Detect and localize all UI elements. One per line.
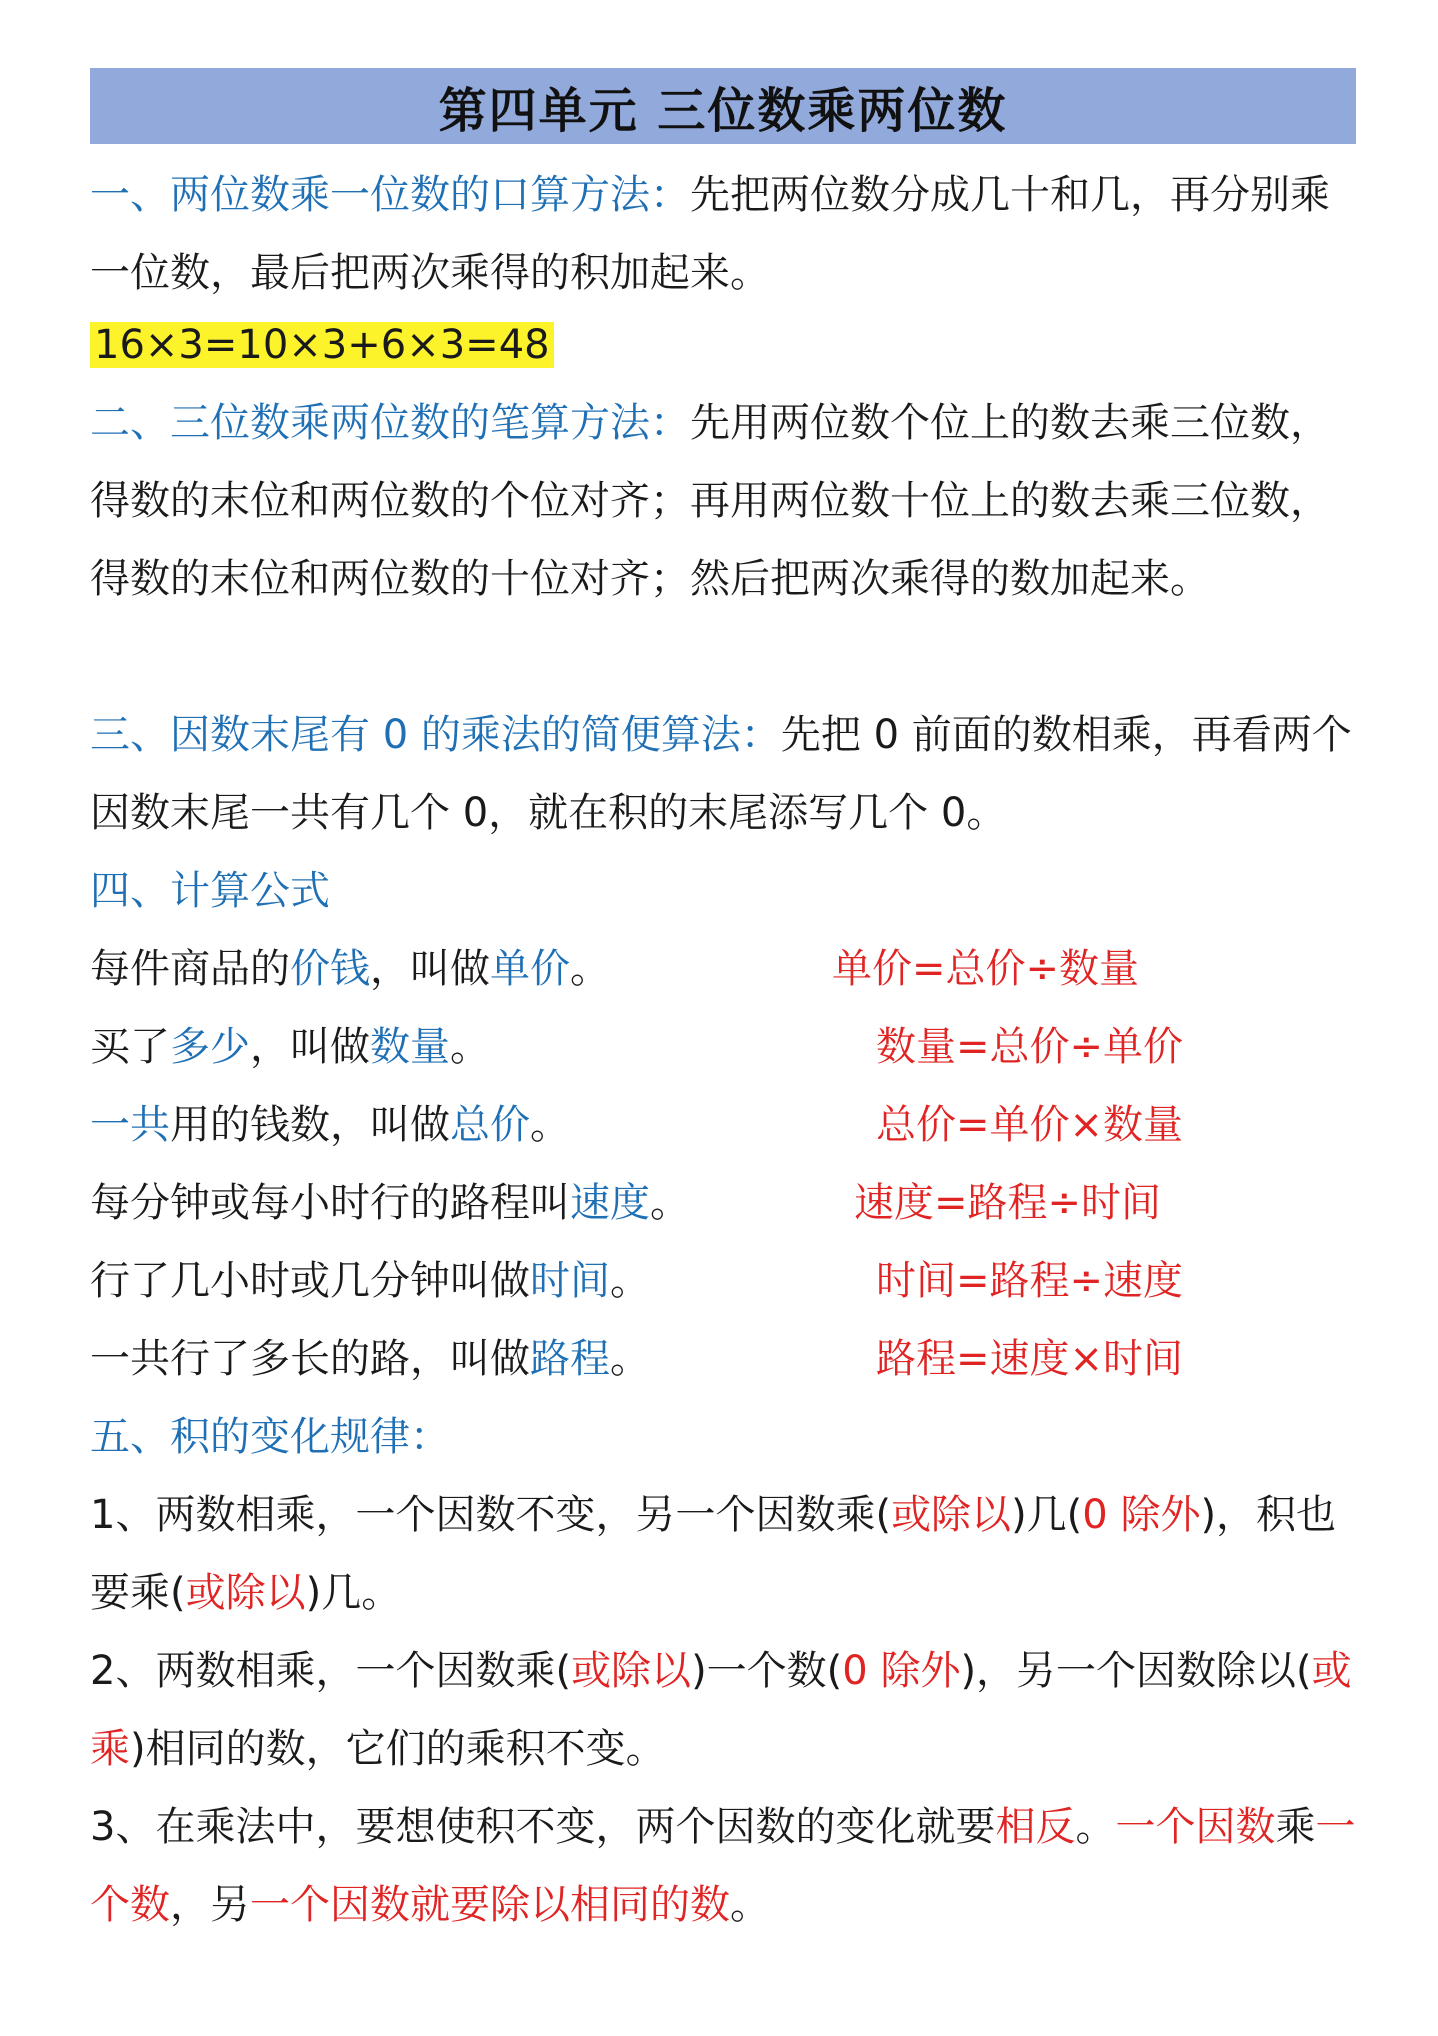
rule-red: 0 除外 xyxy=(1082,1492,1201,1538)
rule-text: 。 xyxy=(1075,1804,1116,1850)
formula-distance: 路程=速度×时间 xyxy=(876,1336,1184,1382)
row-term: 单价 xyxy=(490,946,570,992)
row-term: 时间 xyxy=(530,1258,610,1304)
rule-text: )，另一个因数除以( xyxy=(960,1648,1312,1694)
section-3-heading: 三、因数末尾有 0 的乘法的简便算法： xyxy=(90,712,781,758)
title-bar xyxy=(90,68,1356,144)
row-term: 速度 xyxy=(570,1180,650,1226)
section-1-text: 先把两位数分成几十和几，再分别乘一位数，最后把两次乘得的积加起来。 xyxy=(90,172,1330,296)
row-term: 一共 xyxy=(90,1102,170,1148)
row-text: ，叫做 xyxy=(250,1024,370,1070)
row-text: 。 xyxy=(570,946,610,992)
row-text: 。 xyxy=(450,1024,490,1070)
section-2 xyxy=(90,384,1360,618)
rule-red: 或除以 xyxy=(185,1570,306,1616)
rule-red: 相反 xyxy=(995,1804,1076,1850)
rule-text: 3、在乘法中，要想使积不变，两个因数的变化就要 xyxy=(90,1804,996,1850)
row-term: 路程 xyxy=(530,1336,610,1382)
formula-row xyxy=(90,1164,1360,1242)
formula-unit-price: 单价=总价÷数量 xyxy=(832,946,1140,992)
row-text: 。 xyxy=(530,1102,570,1148)
formula-row xyxy=(90,1320,1360,1398)
formula-quantity: 数量=总价÷单价 xyxy=(876,1024,1184,1070)
rule-text: )一个数( xyxy=(691,1648,843,1694)
rule-text: )相同的数，它们的乘积不变。 xyxy=(130,1726,666,1772)
section-5-heading: 五、积的变化规律： xyxy=(90,1414,450,1460)
row-text: 。 xyxy=(610,1258,650,1304)
rule-text: 。 xyxy=(730,1882,770,1928)
rule-text: 1、两数相乘，一个因数不变，另一个因数乘( xyxy=(90,1492,892,1538)
rule-3 xyxy=(90,1788,1360,1944)
rule-text: )，积也要乘( xyxy=(90,1492,1337,1616)
row-term: 多少 xyxy=(170,1024,250,1070)
rule-2 xyxy=(90,1632,1360,1788)
rule-1 xyxy=(90,1476,1360,1632)
rule-red: 一个数 xyxy=(90,1804,1356,1928)
row-text: 。 xyxy=(610,1336,650,1382)
rule-red: 或乘 xyxy=(90,1648,1352,1772)
formula-total-price: 总价=单价×数量 xyxy=(876,1102,1184,1148)
row-term: 数量 xyxy=(370,1024,450,1070)
row-text: 行了几小时或几分钟叫做 xyxy=(90,1258,530,1304)
formula-row xyxy=(90,1242,1360,1320)
section-3 xyxy=(90,696,1360,852)
row-term: 价钱 xyxy=(290,946,370,992)
section-4-heading: 四、计算公式 xyxy=(90,868,330,914)
section-1-example-line xyxy=(90,306,1360,384)
row-term: 总价 xyxy=(450,1102,530,1148)
formula-row xyxy=(90,1008,1360,1086)
rule-red: 一个因数就要除以相同的数 xyxy=(250,1882,730,1928)
formula-speed: 速度=路程÷时间 xyxy=(854,1180,1162,1226)
rule-text: )几( xyxy=(1011,1492,1083,1538)
rule-text: 乘 xyxy=(1275,1804,1316,1850)
page-title: 第四单元 三位数乘两位数 xyxy=(438,82,1008,139)
row-text: 一共行了多长的路，叫做 xyxy=(90,1336,530,1382)
section-5-heading-line xyxy=(90,1398,1360,1476)
formula-row xyxy=(90,930,1360,1008)
section-2-text: 先用两位数个位上的数去乘三位数，得数的末位和两位数的个位对齐；再用两位数十位上的数去乘三位数，得数的末位和两位数的十位对齐；然后把两次乘得的数加起来。 xyxy=(90,400,1330,602)
rule-red: 一个因数 xyxy=(1115,1804,1276,1850)
section-1-heading: 一、两位数乘一位数的口算方法： xyxy=(90,172,690,218)
row-text: 用的钱数，叫做 xyxy=(170,1102,450,1148)
rule-red: 或除以 xyxy=(571,1648,692,1694)
row-text: 每分钟或每小时行的路程叫 xyxy=(90,1180,570,1226)
section-1 xyxy=(90,156,1360,312)
row-text: 买了 xyxy=(90,1024,170,1070)
formula-row xyxy=(90,1086,1360,1164)
section-4-heading-line xyxy=(90,852,1360,930)
row-text: 每件商品的 xyxy=(90,946,290,992)
section-3-text: 先把 0 前面的数相乘，再看两个因数末尾一共有几个 0，就在积的末尾添写几个 0。 xyxy=(90,712,1352,836)
section-1-example: 16×3=10×3+6×3=48 xyxy=(90,322,554,368)
rule-text: )几。 xyxy=(305,1570,402,1616)
rule-text: 2、两数相乘，一个因数乘( xyxy=(90,1648,572,1694)
formula-time: 时间=路程÷速度 xyxy=(876,1258,1184,1304)
rule-red: 0 除外 xyxy=(842,1648,961,1694)
row-text: ，叫做 xyxy=(370,946,490,992)
rule-text: ，另 xyxy=(170,1882,250,1928)
row-text: 。 xyxy=(650,1180,690,1226)
rule-red: 或除以 xyxy=(891,1492,1012,1538)
section-2-heading: 二、三位数乘两位数的笔算方法： xyxy=(90,400,690,446)
